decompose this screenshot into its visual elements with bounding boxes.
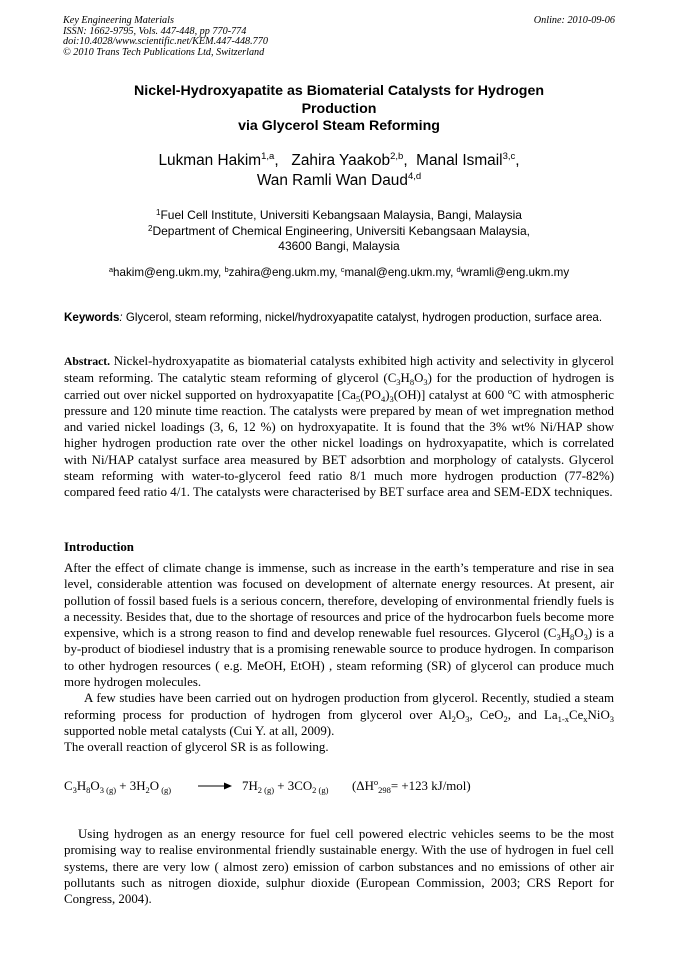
affiliation-superscript: 2: [148, 223, 153, 233]
email-superscript: c: [340, 265, 345, 274]
author-name: Zahira Yaakob: [291, 152, 391, 169]
author-superscript: 2,b: [390, 151, 404, 162]
author-name: Manal Ismail: [416, 152, 503, 169]
email-superscript: a: [108, 265, 114, 274]
author-separator: ,: [403, 152, 412, 169]
equation-products: $7H_2$ $_{(g)} + 3CO_2$ $_{(g)}$: [242, 779, 329, 795]
abstract: Abstract. Nickel-hydroxyapatite as biomaterial catalysts exhibited high activity and selectivity in glycerol steam reforming. The catalytic steam reforming of glycerol $(C_3H_8O_3)$ for the production of hydrogen is carried out over nickel supported on hydroxyapatite $[Ca_5(PO_4)_3(OH)]$ catalyst at 600 $^o$C with atmospheric pressure and 120 minute time reaction. The catalysts were prepared by mean of wet impregnation method and varied nickel loadings (3, 6, 12 %) on hydroxyapatite. It is found that the 3% wt% Ni/HAP show higher hydrogen production rate over the other nickel loadings on hydroxyapatite, which is correlated with Ni/HAP catalyst surface area measured by BET adsorbtion and morphology of catalysts. Glycerol steam reforming with water-to-glycerol feed ratio 8/1 much more hydrogen production (77-82%) compared feed ratio 4/1. The catalysts were characterised by BET surface area and SEM-EDX techniques.: [64, 354, 615, 500]
author-emails: [60, 266, 618, 280]
email-link[interactable]: zahira@eng.ukm.my,: [228, 266, 341, 279]
intro-paragraph-2: A few studies have been carried out on hydrogen production from glycerol. Recently, studied a steam reforming process for production of hydrogen from glycerol over $Al_2O_3$, CeO$_2$, and $La_{1-x}Ce_xNiO_3$ supported noble metal catalysts (Cui Y. at all, 2009).: [64, 691, 614, 738]
journal-name: Key Engineering Materials: [63, 15, 174, 26]
author-superscript: 1,a: [261, 151, 275, 162]
keywords-section: [64, 310, 614, 325]
author-list: [60, 151, 618, 191]
intro-paragraph-3: The overall reaction of glycerol SR is as following.: [64, 740, 329, 755]
paper-title: [80, 83, 598, 136]
author-name: Lukman Hakim: [158, 152, 262, 169]
author-separator: ,: [274, 152, 288, 169]
keywords-colon: :: [119, 311, 123, 324]
intro-paragraph-1: After the effect of climate change is immense, such as increase in the earth’s temperature and rise in sea level, considerable attention was focused on development of alternate energy resources. At present, air pollution of fossil based fuels is a serious concern, therefore, developing of environmental friendly fuels is a necessity. Besides that, due to the shortage of resources and price of the hydrocarbon fuels become more expensive, which is a strong reason to find and develop renewable fuel resources. Glycerol $(C_3H_8O_3)$ is a by-product of biodiesel industry that is a promising renewable source to produce hydrogen. In comparison to other hydrogen resources ( e.g. MeOH, EtOH) , steam reforming (SR) of glycerol can produce much more hydrogen molecules.: [64, 561, 614, 690]
email-link[interactable]: hakim@eng.ukm.my,: [113, 266, 225, 279]
author-superscript: 4,d: [407, 171, 422, 182]
email-link[interactable]: wramli@eng.ukm.my: [460, 266, 570, 279]
affiliation-line: $^2$Department of Chemical Engineering, Universiti Kebangsaan Malaysia,: [148, 223, 530, 238]
author-separator: ,: [515, 152, 520, 169]
affiliation-superscript: 1: [156, 208, 161, 217]
journal-header: [63, 16, 268, 59]
title-line-1: Nickel-Hydroxyapatite as Biomaterial Catalysts for Hydrogen: [134, 83, 544, 99]
issn-line: ISSN: 1662-9795, Vols. 447-448, pp 770-774: [63, 25, 247, 37]
equation-reactants: $C_3H_8O_3$ $_{(g)} + 3H_2O$ $_{(g)}$: [64, 779, 172, 795]
equation-enthalpy: ($\Delta H^o_{298}= +123$ kJ/mol): [352, 777, 471, 795]
reaction-arrow-icon: [198, 781, 232, 791]
abstract-label: Abstract.: [64, 355, 111, 368]
copyright-line: © 2010 Trans Tech Publications Ltd, Switzerland: [63, 47, 265, 59]
keywords-text: Glycerol, steam reforming, nickel/hydroxyapatite catalyst, hydrogen production, surface area.: [122, 311, 603, 324]
email-superscript: b: [224, 265, 229, 274]
title-line-3: via Glycerol Steam Reforming: [238, 118, 440, 134]
body-paragraph: Using hydrogen as an energy resource for fuel cell powered electric vehicles seems to be the most promising way to realise environmental friendly sustainable energy. With the use of hydrogen in fuel cell systems, there are very low ( almost zero) emission of carbon substances and no emissions of other air pollutants such as nitrogen dioxide, sulphur dioxide (European Commission, 2003; CRS Report for Congress, 2004).: [64, 827, 614, 907]
affiliations: [60, 208, 618, 255]
doi-line: doi:10.4028/www.scientific.net/KEM.447-448.770: [63, 36, 268, 48]
affiliation-line: $^1$Fuel Cell Institute, Universiti Kebangsaan Malaysia, Bangi, Malaysia: [156, 208, 522, 222]
keywords-label: Keywords: [64, 311, 120, 324]
online-date: Online: 2010-09-06: [533, 15, 615, 26]
email-link[interactable]: manal@eng.ukm.my,: [344, 266, 457, 279]
email-superscript: d: [456, 265, 461, 274]
introduction-body: [64, 560, 614, 756]
author-superscript: 3,c: [502, 151, 516, 162]
author-name: Wan Ramli Wan Daud: [256, 172, 408, 189]
title-line-2: Production: [301, 100, 377, 117]
affiliation-line: 43600 Bangi, Malaysia: [278, 239, 400, 253]
section-heading-introduction: Introduction: [64, 540, 134, 554]
